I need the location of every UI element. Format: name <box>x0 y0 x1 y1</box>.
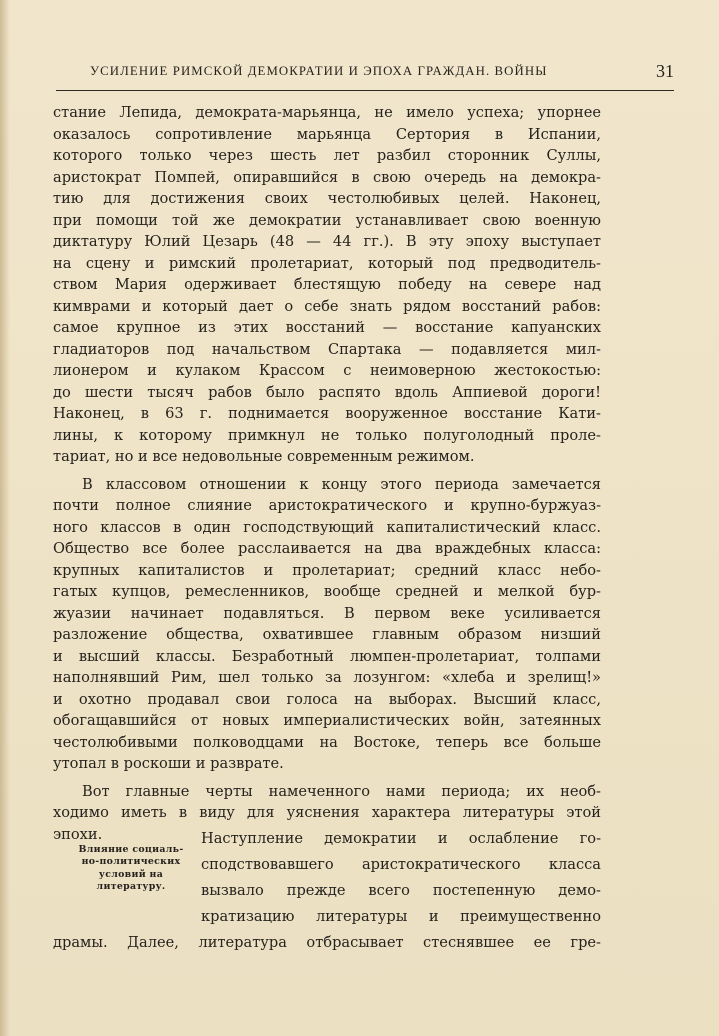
text-line: вызвало прежде всего постепенную демо- <box>201 882 601 899</box>
text-line: драмы. Далее, литература отбрасывает стеснявшее ее гре- <box>53 934 601 951</box>
text-line: стание Лепида, демократа-марьянца, не имело успеха; упорнее <box>53 104 601 121</box>
text-line: Наступление демократии и ослабление го- <box>201 830 601 847</box>
text-line: эпохи. <box>53 825 103 843</box>
text-line: В классовом отношении к концу этого периода замечается <box>82 475 601 493</box>
text-line: наполнявший Рим, шел только за лозунгом: «хлеба и зрелищ!» <box>53 669 601 686</box>
text-line: и охотно продавал свои голоса на выборах. Высший класс, <box>53 690 601 708</box>
text-line: и высший классы. Безработный люмпен-пролетариат, толпами <box>53 647 601 665</box>
text-line: утопал в роскоши и разврате. <box>53 755 284 772</box>
page-number: 31 <box>656 61 674 81</box>
text-line: ного классов в один господствующий капиталистический класс. <box>53 518 601 536</box>
text-line: лионером и кулаком Крассом с неимоверною жестокостью: <box>53 362 601 379</box>
text-line: Общество все более расслаивается на два враждебных класса: <box>53 540 601 557</box>
text-line: почти полное слияние аристократического и крупно-буржуаз- <box>53 497 601 514</box>
text-line: разложение общества, охватившее главным образом низший <box>53 626 601 643</box>
text-line: при помощи той же демократии устанавливает свою военную <box>53 211 601 229</box>
text-line: кратизацию литературы и преимущественно <box>201 908 601 925</box>
text-line: жуазии начинает подавляться. В первом веке усиливается <box>53 604 601 622</box>
text-line: аристократ Помпей, опиравшийся в свою очередь на демокра- <box>53 168 601 186</box>
section-with-marginal-note <box>53 826 601 976</box>
paragraph-4-side-column <box>201 826 601 930</box>
text-line: лины, к которому примкнул не только полуголодный проле- <box>53 426 601 444</box>
marginal-note-line: но-политических <box>81 856 181 868</box>
marginal-note-line: условий на <box>98 868 164 880</box>
text-line: гатых купцов, ремесленников, вообще средней и мелкой бур- <box>53 583 601 600</box>
text-line: которого только через шесть лет разбил сторонник Суллы, <box>53 147 601 164</box>
text-line: обогащавшийся от новых империалистических войн, затеянных <box>53 712 601 729</box>
main-text <box>53 102 601 845</box>
page-edge-shadow <box>0 0 10 1036</box>
marginal-note-line: Влияние социаль- <box>78 844 184 855</box>
header-rule <box>56 90 674 91</box>
paragraph-4-continuation <box>53 930 601 956</box>
text-line: Наконец, в 63 г. поднимается вооруженное восстание Кати- <box>53 405 601 422</box>
text-line: на сцену и римский пролетариат, который под предводитель- <box>53 254 601 272</box>
paragraph-2 <box>53 474 601 775</box>
text-line: Вот главные черты намеченного нами периода; их необ- <box>82 782 601 800</box>
text-line: до шести тысяч рабов было распято вдоль Аппиевой дороги! <box>53 383 601 401</box>
text-line: крупных капиталистов и пролетариат; средний класс небо- <box>53 561 601 579</box>
text-line: сподствовавшего аристократического класса <box>201 856 601 873</box>
text-line: ходимо иметь в виду для уяснения характера литературы этой <box>53 804 601 821</box>
text-line: кимврами и который дает о себе знать рядом восстаний рабов: <box>53 297 601 315</box>
running-header <box>56 61 674 90</box>
text-line: гладиаторов под начальством Спартака — подавляется мил- <box>53 340 601 358</box>
text-line: ством Мария одерживает блестящую победу на севере над <box>53 276 601 293</box>
text-line: честолюбивыми полководцами на Востоке, теперь все больше <box>53 733 601 751</box>
paragraph-1 <box>53 102 601 468</box>
text-line: оказалось сопротивление марьянца Сертория в Испании, <box>53 125 601 143</box>
running-title: УСИЛЕНИЕ РИМСКОЙ ДЕМОКРАТИИ И ЭПОХА ГРАЖДАН. ВОЙНЫ <box>90 64 548 78</box>
text-line: диктатуру Юлий Цезарь (48 — 44 гг.). В эту эпоху выступает <box>53 233 601 250</box>
marginal-note-line: литературу. <box>96 880 166 892</box>
text-line: тариат, но и все недовольные современным режимом. <box>53 448 475 465</box>
marginal-note <box>57 844 205 893</box>
text-line: тию для достижения своих честолюбивых целей. Наконец, <box>53 190 601 207</box>
text-line: самое крупное из этих восстаний — восстание капуанских <box>53 319 601 336</box>
